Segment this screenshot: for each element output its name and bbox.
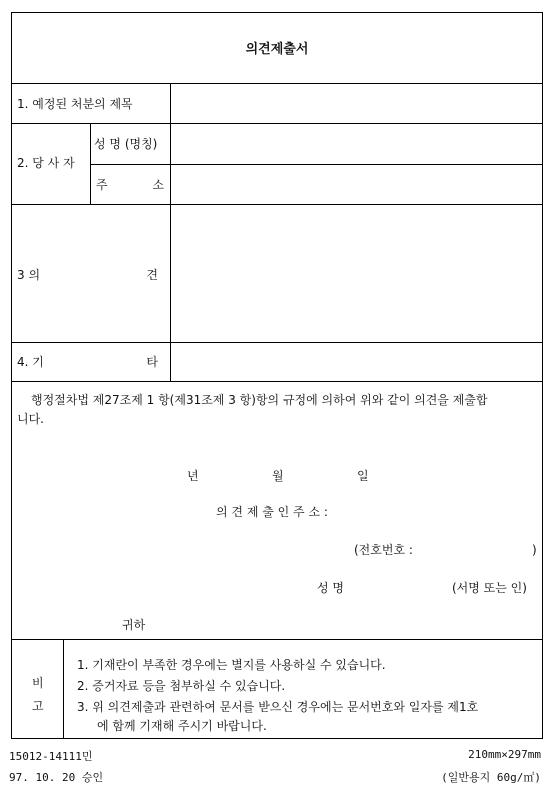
party-name-field[interactable] [174,127,538,160]
divider [170,123,171,204]
opinion-submission-form [11,12,543,739]
party-address-label [96,178,164,192]
divider [170,342,171,381]
disposition-title-label: 1. 예정된 처분의 제목 [17,97,133,111]
submitter-address-label: 의 견 제 출 인 주 소 : [216,505,328,519]
divider [90,123,91,204]
opinion-field[interactable] [174,208,538,338]
divider [12,83,542,84]
remarks-item-1: 1. 기재란이 부족한 경우에는 별지를 사용하실 수 있습니다. [77,658,386,672]
approval-date: 97. 10. 20 승인 [9,771,104,784]
form-code: 15012-14111민 [9,750,93,763]
divider [12,381,542,382]
form-title: 의견제출서 [245,42,309,57]
other-field[interactable] [174,346,538,377]
remarks-item-2: 2. 증거자료 등을 첨부하실 수 있습니다. [77,679,286,693]
party-label: 2. 당 사 자 [17,156,75,170]
phone-close: ) [532,543,537,557]
party-address-field[interactable] [174,168,538,200]
remarks-item-3-line-1: 3. 위 의견제출과 관련하여 문서를 받으신 경우에는 문서번호와 일자를 제1호 [77,700,479,714]
divider [170,204,171,342]
divider [12,342,542,343]
divider [12,639,542,640]
divider [12,204,542,205]
remarks-item-3-line-2: 에 함께 기재해 주시기 바랍니다. [97,719,267,733]
name-label: 성 명 [317,581,344,595]
phone-label: (전호번호 : [354,543,413,557]
paper-size: 210mm×297mm [468,748,541,761]
opinion-label-a: 3 의 [17,268,41,282]
divider [12,123,542,124]
opinion-label [17,268,158,282]
statement-line-1: 행정절차법 제27조제 1 항(제31조제 3 항)항의 규정에 의하여 위와 같이 의견을 제출합 [31,393,488,407]
divider [63,639,64,738]
party-name-label: 성 명 (명칭) [94,137,158,151]
divider [170,83,171,123]
date-day-label: 일 [357,469,369,483]
paper-type: (일반용지 60g/㎡) [441,771,541,784]
addressee-label: 귀하 [122,618,146,632]
remarks-label-b: 고 [32,699,44,713]
date-year-label: 년 [187,469,199,483]
statement-line-2: 니다. [17,412,44,426]
other-label-a: 4. 기 [17,355,44,369]
opinion-label-b: 견 [146,268,158,282]
party-address-label-b: 소 [152,178,164,192]
disposition-title-field[interactable] [174,87,538,119]
other-label-b: 타 [146,355,158,369]
signature-label: (서명 또는 인) [452,581,527,595]
remarks-label-a: 비 [32,676,44,690]
party-address-label-a: 주 [96,178,108,192]
divider [90,164,542,165]
date-month-label: 월 [272,469,284,483]
other-label [17,355,158,369]
